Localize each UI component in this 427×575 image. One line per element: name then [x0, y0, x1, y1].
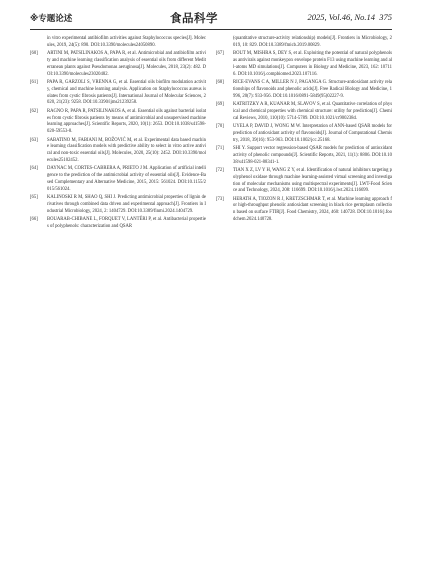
- reference-entry: [216, 36, 392, 50]
- reference-text: DAYNAC M, CORTES-CABRERA A, PRIETO J M. Application of artificial intelligence to the prediction of the antimicrobial activity of essential oils[J]. Evidence-Based Complementary and Alternative Medicine, 2015, 2015: 561024. DOI:10.1155/2015/561024.: [47, 166, 206, 192]
- reference-number: [63]: [30, 137, 38, 143]
- reference-number: [73]: [216, 196, 224, 202]
- reference-number: [70]: [216, 123, 224, 129]
- reference-number: [72]: [216, 167, 224, 173]
- reference-number: [60]: [30, 51, 38, 57]
- reference-text: PAPA R, GARZOLI S, VRENNA G, et al. Essential oils biofilm modulation activity, chemical and machine learning analysis. Application on Staphylococcus aureus isolates from cystic fibrosis patients[J]. International Journal of Molecular Sciences, 2020, 21(23): 9258. DOI:10.3390/ijms21239258.: [47, 79, 206, 106]
- reference-entry: [30, 51, 206, 78]
- reference-text: (quantitative structure-activity relationship) models[J]. Frontiers in Microbiology, 2019, 10: 829. DOI:10.3389/fmicb.2019.00829.: [233, 36, 392, 48]
- reference-text: ARTINI M, PATSILINAKOS A, PAPA R, et al. Antimicrobial and antibiofilm activity and machine learning classification analysis of essential oils from different Mediterranean plants against Pseudomonas aeruginosa[J]. Molecules, 2018, 23(2): 482. DOI:10.3390/molecules23020482.: [47, 51, 206, 77]
- reference-text: BOUARAB-CHIBANE L, FORQUET V, LANTÉRI P, et al. Antibacterial properties of polyphenols: characterization and QSAR: [47, 217, 206, 229]
- reference-text: SHI Y. Support vector regression-based QSAR models for prediction of antioxidant activity of phenolic compounds[J]. Scientific Reports, 2021, 11(1): 8806. DOI:10.1038/s41598-021-88341-1.: [233, 145, 392, 165]
- issue-and-page: [307, 12, 392, 22]
- reference-number: [67]: [216, 51, 224, 57]
- reference-number: [66]: [30, 217, 38, 223]
- reference-number: [64]: [30, 166, 38, 172]
- reference-entry: [30, 138, 206, 165]
- reference-text: RICE-EVANS C A, MILLER N J, PAGANGA G. Structure-antioxidant activity relationships of flavonoids and phenolic acids[J]. Free Radical Biology and Medicine, 1996, 20(7): 933-956. DOI:10.1016/0891-5849(95)02227-9.: [233, 79, 392, 99]
- issue-info: 2025, Vol.46, No.14: [307, 12, 375, 22]
- header-rule: [30, 29, 392, 30]
- section-label: ※专题论述: [30, 14, 73, 24]
- reference-entry: [30, 109, 206, 136]
- page-number: 375: [379, 12, 392, 22]
- reference-entry: [216, 102, 392, 122]
- reference-entry: [216, 80, 392, 100]
- references-left-column: [30, 36, 206, 232]
- reference-entry: [30, 217, 206, 231]
- reference-text: BOUT M, MISHRA S, DEY S, et al. Exploiting the potential of natural polyphenols as antivirals against monkeypox envelope protein F13 using machine learning and all-atoms MD simulations[J]. Computers in Biology and Medicine, 2023, 162: 107116. DOI:10.1016/j.compbiomed.2023.107116.: [233, 51, 392, 77]
- reference-text: KALINOSKI R M, SHAO Q, SHI J. Predicting antimicrobial properties of lignin derivatives through combined data driven and experimental approach[J]. Frontiers in Industrial Microbiology, 2024, 2: 1404729. DOI:10.3389/finmi.2024.1404729.: [47, 195, 206, 214]
- reference-number: [71]: [216, 145, 224, 151]
- reference-number: [65]: [30, 195, 38, 201]
- reference-number: [69]: [216, 101, 224, 107]
- reference-entry: [216, 124, 392, 144]
- journal-title: 食品科学: [170, 11, 218, 25]
- reference-entry: [30, 195, 206, 215]
- reference-number: [68]: [216, 79, 224, 85]
- reference-entry: [30, 166, 206, 193]
- reference-text: KATRITZKY A R, KUANAR M, SLAVOV S, et al. Quantitative correlation of physical and chemical properties with chemical structure: utility for prediction[J]. Chemical Reviews, 2010, 110(10): 5714-5789. DOI:10.1021/cr900238d.: [233, 101, 393, 121]
- page-header: [30, 10, 392, 26]
- reference-entry: [30, 36, 206, 50]
- reference-text: in vitro experimental antibiofilm activities against Staphylococcus species[J]. Molecules, 2019, 24(5): 890. DOI:10.3390/molecules24050890.: [47, 36, 206, 48]
- reference-number: [62]: [30, 108, 38, 114]
- reference-entry: [216, 51, 392, 78]
- reference-entry: [216, 146, 392, 166]
- reference-entry: [30, 80, 206, 107]
- reference-text: TIAN X Z, LV Y H, WANG Z Y, et al. Identification of natural inhibitors targeting polyphenol oxidase through machine learning-assisted virtual screening and investigation of molecular mechanisms using multispectral experiments[J]. LWT-Food Science and Technology, 2024, 208: 116699. DOI:10.1016/j.lwt.2024.116699.: [233, 167, 392, 194]
- references-right-column: [216, 36, 392, 225]
- reference-entry: [216, 168, 392, 195]
- reference-text: RAGNO R, PAPA R, PATSILINAKOS A, et al. Essential oils against bacterial isolates from cystic fibrosis patients by means of antimicrobial and unsupervised machine learning approaches[J]. Scientific Reports, 2020, 10(1): 2653. DOI:10.1038/s41598-020-59553-8.: [47, 108, 206, 135]
- reference-text: HERATH A, TIOZON R J, KRETZSCHMAR T, et al. Machine learning approach for high-throughput phenolic antioxidant screening in black rice germplasm collection based on surface FTIR[J]. Food Chemistry, 2024, 460: 140728. DOI:10.1016/j.foodchem.2024.140728.: [233, 196, 392, 223]
- reference-text: UYELA P, DAVID J, WONG M W. Interpretation of ANN-based QSAR models for prediction of antioxidant activity of flavonoids[J]. Journal of Computational Chemistry, 2018, 39(16): 953-963. DOI:10.1002/jcc.25168.: [233, 123, 392, 143]
- reference-number: [61]: [30, 79, 38, 85]
- reference-entry: [216, 197, 392, 224]
- reference-text: SABATINO M, FABIANI M, BOŽOVIĆ M, et al. Experimental data based machine learning classification models with predictive ability to select in vitro active antiviral and non-toxic essential oils[J]. Molecules, 2020, 25(10): 2452. DOI:10.3390/molecules25102452.: [47, 137, 206, 163]
